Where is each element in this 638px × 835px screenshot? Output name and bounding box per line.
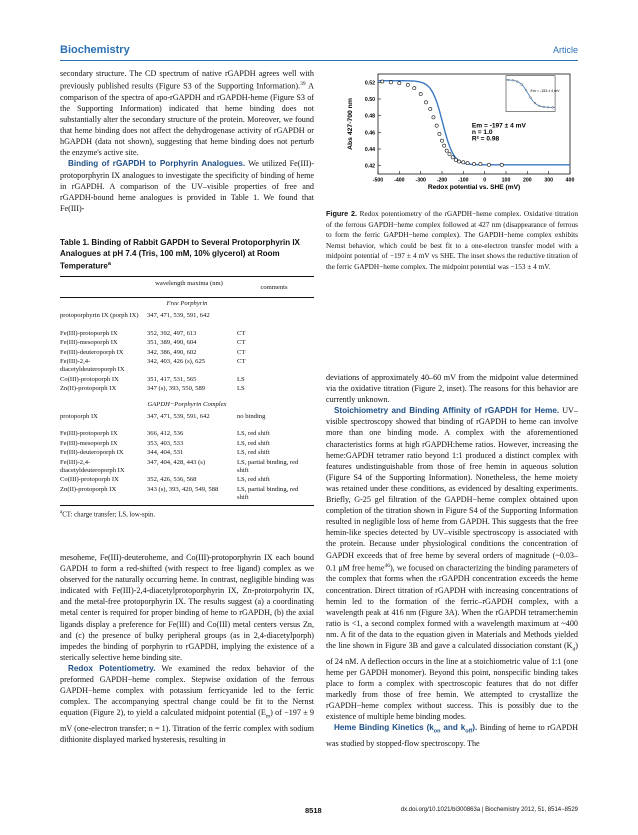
- cell-compound: Fe(III)-protoporph IX: [60, 430, 118, 437]
- data-point: [438, 132, 441, 135]
- cell-comment: no binding: [237, 412, 266, 420]
- table-row: [60, 312, 314, 330]
- y-tick-label: 0.42: [364, 163, 375, 170]
- section-heading-porphyrin: Binding of rGAPDH to Porphyrin Analogues.: [68, 159, 246, 169]
- data-point: [443, 144, 446, 147]
- data-point: [432, 116, 435, 119]
- cell-wavelength: 343 (s), 393, 420, 549, 588: [147, 485, 219, 493]
- data-point: [419, 92, 422, 95]
- section-heading-kinetics: Heme Binding Kinetics ($k_{on}$ and $k_{off}$).: [334, 723, 478, 735]
- cell-wavelength: 347, 471, 539, 591, 642: [147, 312, 210, 319]
- left-column-bottom: [60, 552, 314, 745]
- paragraph-stoichiometry: Stoichiometry and Binding Affinity of rGAPDH for Heme. UV–visible spectroscopy showed that binding of rGAPDH to heme can involve more than one binding mode. A complex with the aforementioned characteristics forms at high rGAPDH:heme ratios. However, increasing the heme:GAPDH tetramer ratio beyond 1:1 produced a distinct complex with features undistinguishable from those of free hemin in aqueous solution (Figure S4 of the Supporting Information). Nonetheless, the heme moiety was retained under these conditions, as evidenced by desalting experiments. Briefly, G-25 gel filtration of the GAPDH−heme complex obtained upon completion of the titration shown in Figure S4 of the Supporting Information resulted in negligible loss of heme from GAPDH. This suggests that the free hemin-like species detected by UV–visible spectroscopy is associated with the protein. Because under physiological conditions the concentration of GAPDH exceeds that of free heme by several orders of magnitude (~0.03–0.1 μM free heme$^{46}$), we focused on characterizing the binding parameters of the complex that forms when the rGAPDH concentration exceeds the heme concentration. Direct titration of rGAPDH with increasing concentrations of hemin led to the formation of the ferric–rGAPDH complex, with a wavelength peak at 416 nm (Figure 3A). When the rGAPDH tetramer:hemin ratio is <1, a second complex formed with a wavelength maximum at ~400 nm. A fit of the data to the equation given in Materials and Methods yielded the line shown in Figure 3B and gave a calculated dissociation constant $(K_d)$ of 24 nM. A deflection occurs in the line at a stoichiometric value of 1:1 (one heme per GAPDH monomer). Beyond this point, nonspecific binding takes place to form a complex with spectroscopic features that do not differ markedly from those of free hemin. We attempted to crystallize the rGAPDH−heme complex without success. This is possibly due to the existence of multiple heme binding modes.: [326, 406, 578, 722]
- cell-compound: protoporphyrin IX (porph IX): [60, 312, 139, 319]
- table-row: [60, 459, 314, 477]
- paragraph-porphyrin-analogues: Binding of rGAPDH to Porphyrin Analogues. We utilized Fe(III)-protoporphyrin IX analogues to investigate the specificity of binding of heme in rGAPDH. A comparison of the UV–visible properties of free and rGAPDH-bound heme analogues is provided in Table 1. We found that Fe(III)-: [60, 159, 315, 213]
- inset-data-point: [508, 79, 510, 81]
- cell-comment: LS, red shift: [237, 476, 270, 483]
- cell-comment: CT: [237, 329, 246, 337]
- inset-data-point: [516, 81, 518, 83]
- data-point: [435, 124, 438, 127]
- inset-data-point: [552, 107, 554, 109]
- table-row: [60, 376, 314, 386]
- inset-data-point: [530, 97, 532, 99]
- cell-compound: Fe(III)-2,4-diacetyldeuteroporph IX: [60, 358, 125, 373]
- annotation-em: Em = -197 ± 4 mV: [471, 122, 526, 130]
- cell-comment: LS, red shift: [237, 449, 270, 456]
- inset-data-point: [543, 106, 545, 108]
- cell-wavelength: 347, 404, 428, 443 (s): [147, 458, 206, 466]
- cell-compound: protoporph IX: [60, 412, 98, 420]
- y-axis-label: Abs 427-700 nm: [347, 98, 354, 150]
- inset-annotation: Em = -153 ± 4 mV: [530, 88, 560, 93]
- data-point: [445, 149, 448, 152]
- y-tick-label: 0.52: [364, 80, 375, 87]
- data-point: [466, 162, 469, 165]
- left-column-top: [60, 68, 314, 214]
- figure-2-caption: Figure 2. Redox potentiometry of the rGAPDH−heme complex. Oxidative titration of the ferrous GAPDH−heme complex followed at 427 nm (disappearance of ferrous to form the ferric GAPDH−heme complex). The GAPDH−heme complex exhibits Nernst behavior, which could be best fit to a one-electron transfer model with a midpoint potential of −197 ± 4 mV vs SHE. The inset shows the reductive titration of the ferric GAPDH−heme complex. The midpoint potential was −153 ± 4 mV.: [326, 209, 578, 271]
- table1-footnote: $^a$CT: charge transfer; LS, low-spin.: [60, 510, 156, 519]
- article-type: Article: [552, 45, 578, 55]
- data-point: [457, 160, 460, 163]
- y-tick-label: 0.50: [364, 97, 375, 103]
- table-row: [60, 339, 314, 349]
- inset-data-point: [525, 90, 527, 92]
- cell-compound: Fe(III)-protoporph IX: [60, 329, 118, 337]
- cell-comment: CT: [237, 348, 246, 356]
- cell-compound: Zn(II)-protoporph IX: [60, 385, 117, 392]
- paragraph-redox: Redox Potentiometry. We examined the redox behavior of the preformed GAPDH−heme complex. Stepwise oxidation of the ferrous GAPDH−heme complex with potassium ferricyanide led to the ferric complex. The accompanying spectral change could be fit to the Nernst equation (Figure 2), to yield a calculated midpoint potential $(E_m)$ of −197 ± 9 mV (one-electron transfer; n = 1). Titration of the ferric complex with sodium dithionite displayed marked hysteresis, resulting in: [60, 663, 314, 745]
- cell-wavelength: 342, 403, 426 (s), 625: [147, 358, 206, 365]
- data-point: [429, 107, 432, 110]
- x-tick-label: 200: [523, 177, 532, 184]
- table-header-row: [60, 277, 314, 297]
- paragraph-kinetics: Heme Binding Kinetics ($k_{on}$ and $k_{off}$). Binding of heme to rGAPDH was studied by stopped-flow spectroscopy. The: [326, 723, 578, 748]
- right-column: [326, 372, 578, 749]
- cell-compound: Fe(III)-2,4-diacetyldeuteroporph IX: [60, 458, 125, 474]
- data-point: [451, 156, 454, 159]
- cell-wavelength: 351, 417, 531, 565: [147, 375, 197, 383]
- inset-data-point: [521, 84, 523, 86]
- section-free-porphyrin: Free Porphyrin: [166, 300, 208, 307]
- cell-wavelength: 352, 426, 536, 568: [147, 476, 197, 483]
- header-rule: [60, 60, 578, 61]
- annotation-r2: R² = 0.98: [471, 135, 500, 143]
- table-row: [60, 349, 314, 359]
- cell-wavelength: 347, 471, 539, 591, 642: [147, 412, 210, 420]
- table-row: [60, 330, 314, 340]
- col-comments-header: comments: [260, 284, 288, 291]
- section-heading-redox: Redox Potentiometry.: [68, 663, 156, 673]
- figure-2-chart: [326, 70, 578, 192]
- data-point: [500, 163, 503, 166]
- paragraph-analogue-results: mesoheme, Fe(III)-deuteroheme, and Co(III)-protoporphyrin IX each bound GAPDH to form a red-shifted (with respect to free ligand) complex as we observed for the naturally occurring heme. In contrast, negligible binding was indicated with Fe(III)-2,4-diacetylprotoporphyrin IX, Zn-protorpohyrin IX, and the metal-free protoporphyrin IX. The results suggest (a) a coordinating metal center is required for proper binding of heme to rGAPDH, (b) the axial ligands display a preference for Fe(III) and Co(III) metal centers versus Zn, and (c) the presence of bulky peripheral groups (as in 2,4-diacetylporph) impedes the binding of porphyrin to rGAPDH, implying the existence of a sterically selective heme binding site.: [60, 553, 314, 662]
- x-axis-label: Redox potential vs. SHE (mV): [427, 184, 521, 191]
- table1-caption: Table 1. Binding of Rabbit GAPDH to Several Protoporphyrin IX Analogues at pH 7.4 (Tris, 100 mM, 10% glycerol) at Room Temperature$^a$: [60, 238, 300, 271]
- data-point: [472, 162, 475, 165]
- table-row: [60, 476, 314, 486]
- data-point: [462, 161, 465, 164]
- x-tick-label: -400: [394, 177, 405, 184]
- x-tick-label: -100: [458, 177, 469, 184]
- data-point: [406, 83, 409, 86]
- data-point: [381, 80, 384, 83]
- data-point: [487, 163, 490, 166]
- cell-comment: LS, partial binding, red shift: [237, 458, 299, 474]
- cell-compound: Fe(III)-mesoporph IX: [60, 339, 118, 346]
- data-point: [413, 87, 416, 90]
- data-point: [424, 101, 427, 104]
- section-heading-stoichiometry: Stoichiometry and Binding Affinity of rGAPDH for Heme.: [334, 406, 560, 416]
- table1: [60, 276, 314, 519]
- cell-comment: LS: [237, 375, 245, 383]
- data-point: [479, 162, 482, 165]
- cell-wavelength: 352, 392, 497, 613: [147, 329, 197, 337]
- table-row: [60, 430, 314, 440]
- doi-link[interactable]: dx.doi.org/10.1021/bi300863a | Biochemistry 2012, 51, 8514−8529: [400, 807, 578, 813]
- cell-comment: CT: [237, 339, 246, 346]
- x-tick-label: -500: [372, 177, 384, 184]
- y-tick-label: 0.48: [364, 113, 375, 120]
- inset-data-point: [512, 80, 514, 82]
- data-point: [389, 81, 392, 84]
- cell-wavelength: 347 (s), 393, 550, 589: [147, 385, 206, 392]
- table-row: [60, 449, 314, 459]
- section-gapdh-complex: GAPDH−Porphyrin Complex: [147, 400, 227, 408]
- cell-comment: LS, red shift: [237, 430, 270, 437]
- cell-comment: LS, red shift: [237, 439, 270, 447]
- x-tick-label: -300: [415, 177, 426, 184]
- cell-wavelength: 353, 403, 533: [147, 439, 184, 447]
- x-tick-label: 100: [501, 177, 511, 184]
- data-point: [454, 158, 457, 161]
- cell-wavelength: 351, 389, 490, 604: [147, 339, 197, 346]
- col-wavelength-header: wavelength maxima (nm): [155, 280, 223, 287]
- cell-comment: CT: [237, 358, 246, 365]
- inset-data-point: [534, 102, 536, 104]
- data-point: [398, 82, 401, 85]
- paragraph-deviations: deviations of approximately 40–60 mV from the midpoint value determined via the oxidative titration (Figure 2, inset). The reasons for this behavior are currently unknown.: [326, 373, 578, 405]
- table-row: [60, 486, 314, 504]
- y-tick-label: 0.46: [364, 130, 375, 137]
- table-row: [60, 440, 314, 450]
- table-row: [60, 413, 314, 431]
- data-point: [448, 152, 451, 155]
- cell-compound: Co(III)-protoporph IX: [60, 476, 119, 483]
- cell-comment: LS, partial binding, red shift: [237, 485, 299, 501]
- cell-compound: Fe(III)-mesoporph IX: [60, 439, 118, 447]
- cell-wavelength: 344, 404, 531: [147, 449, 184, 456]
- inset-data-point: [547, 106, 549, 108]
- y-tick-label: 0.44: [364, 147, 375, 153]
- table-row: [60, 385, 314, 395]
- cell-wavelength: 342, 386, 490, 602: [147, 348, 197, 356]
- cell-wavelength: 366, 412, 536: [147, 430, 184, 437]
- journal-name: Biochemistry: [60, 44, 130, 56]
- cell-compound: Co(III)-protoporph IX: [60, 375, 119, 383]
- x-tick-label: 300: [544, 177, 553, 184]
- cell-compound: Zn(II)-protoporph IX: [60, 485, 117, 493]
- annotation-n: n = 1.0: [471, 129, 493, 136]
- cell-comment: LS: [237, 385, 245, 392]
- x-tick-label: -200: [436, 177, 448, 184]
- table-row: [60, 358, 314, 376]
- cell-compound: Fe(III)-deuteroporph IX: [60, 348, 124, 356]
- page-header: [60, 44, 578, 60]
- data-point: [440, 139, 443, 142]
- x-tick-label: 0: [483, 177, 487, 184]
- inset-data-point: [539, 105, 541, 107]
- cell-compound: Fe(III)-deuteroporph IX: [60, 449, 124, 456]
- x-tick-label: 400: [565, 177, 575, 184]
- paragraph-cd-spectrum: secondary structure. The CD spectrum of native rGAPDH agrees well with previously published results (Figure S3 of the Supporting Information).$^{39}$ A comparison of the spectra of apo-rGAPDH and rGAPDH-heme (Figure S3 of the Supporting Information) indicated that heme binding does not substantially alter the secondary structure of the protein. Moreover, we found that heme binding does not affect the dehydrogenase activity of rGAPDH or hGAPDH (data not shown), suggesting that heme binding does not perturb the enzyme's active site.: [60, 69, 314, 158]
- page-number: 8518: [305, 806, 322, 815]
